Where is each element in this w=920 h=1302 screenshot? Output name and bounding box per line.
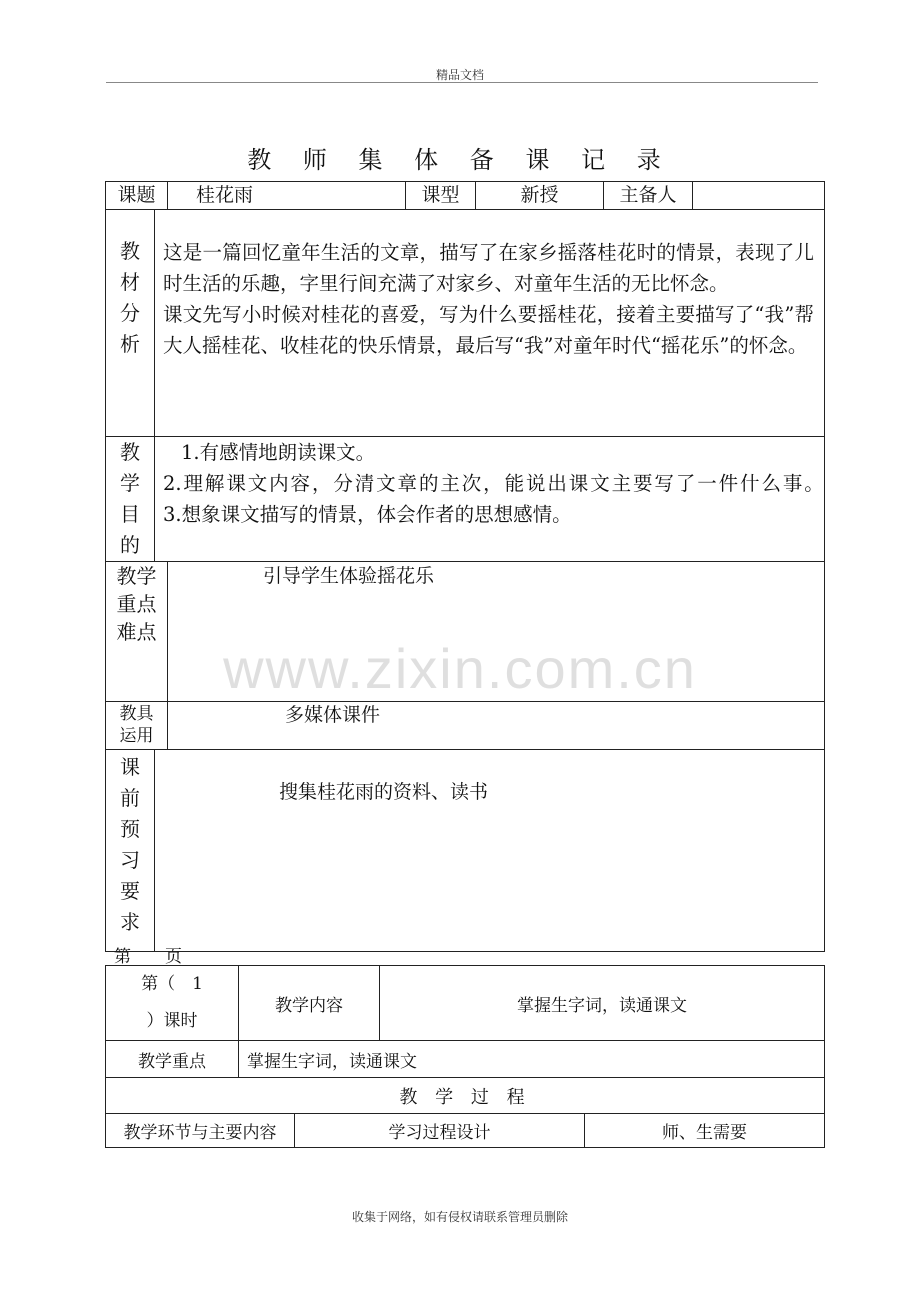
record-table [105,181,854,952]
lesson-table [105,965,825,1148]
process-title: 教 学 过 程 [106,1078,825,1114]
process-col-needs: 师、生需要 [585,1114,825,1148]
analysis-paragraph: 这是一篇回忆童年生活的文章，描写了在家乡摇落桂花时的情景，表现了儿时生活的乐趣，字里行间充满了对家乡、对童年生活的无比怀念。 [163,241,815,295]
info-row [106,182,825,210]
objectives-text [155,437,854,562]
tools-value: 多媒体课件 [168,702,825,750]
page-header: 精品文档 [435,68,484,82]
focus-value: 掌握生字词，读通课文 [239,1041,825,1078]
content-value: 掌握生字词，读通课文 [380,966,825,1041]
page-number-mark: 第 页 [114,947,182,967]
header-rule [106,82,818,83]
material-analysis-label: 教材分析 [106,210,155,437]
objectives-row [106,437,825,562]
preview-row [106,750,825,952]
preparer-value [693,182,825,210]
content-label: 教学内容 [239,966,380,1041]
page-title: 教 师 集 体 备 课 记 录 [247,146,673,174]
topic-value: 桂花雨 [168,182,406,210]
focus-label: 教学重点 [106,1041,239,1078]
type-value: 新授 [476,182,604,210]
lesson-period: 第（ 1 ）课时 [106,966,239,1041]
key-points-label: 教学 重点 难点 [106,562,168,702]
topic-label: 课题 [106,182,168,210]
preview-label: 课前预习要求 [106,750,155,952]
tools-row [106,702,825,750]
focus-row [106,1041,825,1078]
analysis-paragraph: 课文先写小时候对桂花的喜爱，写为什么要摇桂花，接着主要描写了“我”帮大人摇桂花、收桂花的快乐情景，最后写“我”对童年时代“摇花乐”的怀念。 [163,303,815,357]
preparer-label: 主备人 [604,182,693,210]
lesson-content-row [106,966,825,1041]
objectives-label: 教学目的 [106,437,155,562]
material-analysis-text [155,210,825,437]
objective-item-1: 1.有感情地朗读课文。 [181,441,376,464]
process-title-row [106,1078,825,1114]
page-footer: 收集于网络，如有侵权请联系管理员删除 [351,1210,568,1224]
objective-item-2-3: 2.理解课文内容，分清文章的主次，能说出课文主要写了一件什么事。 3.想象课文描写的情景，体会作者的思想感情。 [163,472,854,526]
process-header-row [106,1114,825,1148]
type-label: 课型 [406,182,476,210]
tools-label: 教具 运用 [106,702,168,750]
material-analysis-row [106,210,825,437]
preview-value: 搜集桂花雨的资料、读书 [155,750,825,952]
watermark: www.zixin.com.cn [223,637,697,700]
key-points-value: 引导学生体验摇花乐 [168,562,825,702]
process-col-stage: 教学环节与主要内容 [106,1114,295,1148]
process-col-design: 学习过程设计 [295,1114,585,1148]
